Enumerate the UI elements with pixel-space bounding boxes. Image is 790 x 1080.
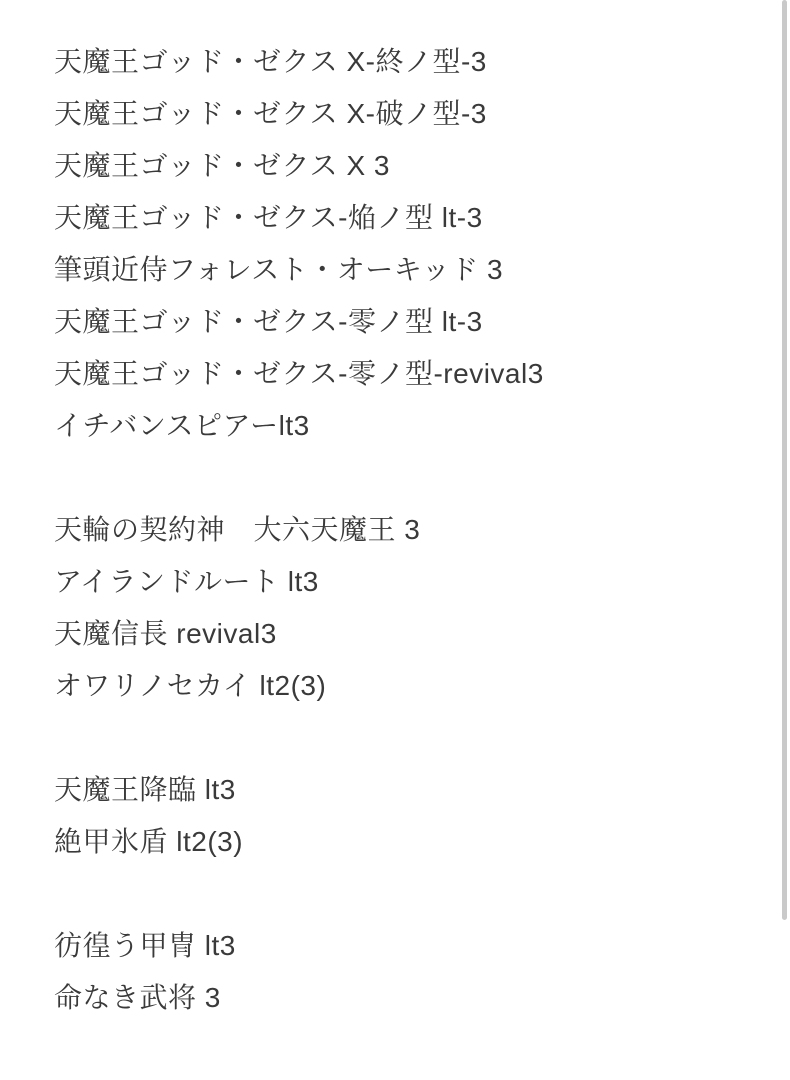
list-item: 天魔王ゴッド・ゼクス-零ノ型-revival3 [54, 358, 544, 389]
list-item: 絶甲氷盾 lt2(3) [54, 826, 244, 857]
list-item: 天魔王ゴッド・ゼクス X-終ノ型-3 [54, 46, 487, 77]
list-item: 天輪の契約神 大六天魔王 3 [54, 514, 421, 545]
list-item: 天魔信長 revival3 [54, 618, 277, 649]
list-item: 天魔王ゴッド・ゼクス X-破ノ型-3 [54, 98, 487, 129]
list-spacer [54, 868, 775, 920]
list-spacer [54, 712, 775, 764]
list-item: オワリノセカイ lt2(3) [54, 670, 327, 701]
list-item: 命なき武将 3 [54, 982, 221, 1013]
list-item: 天魔王ゴッド・ゼクス X 3 [54, 150, 390, 181]
list-item: 天魔王降臨 lt3 [54, 774, 236, 805]
list-item: 天魔王ゴッド・ゼクス-焔ノ型 lt-3 [54, 202, 483, 233]
scrollbar-thumb[interactable] [782, 0, 787, 920]
scrollbar[interactable] [775, 0, 790, 1080]
list-item: 彷徨う甲冑 lt3 [54, 930, 236, 961]
list-item: イチバンスピアーlt3 [54, 410, 310, 441]
list-item: 天魔王ゴッド・ゼクス-零ノ型 lt-3 [54, 306, 483, 337]
list-item: アイランドルート lt3 [54, 566, 319, 597]
list-item: 筆頭近侍フォレスト・オーキッド 3 [54, 254, 504, 285]
list-spacer [54, 452, 775, 504]
